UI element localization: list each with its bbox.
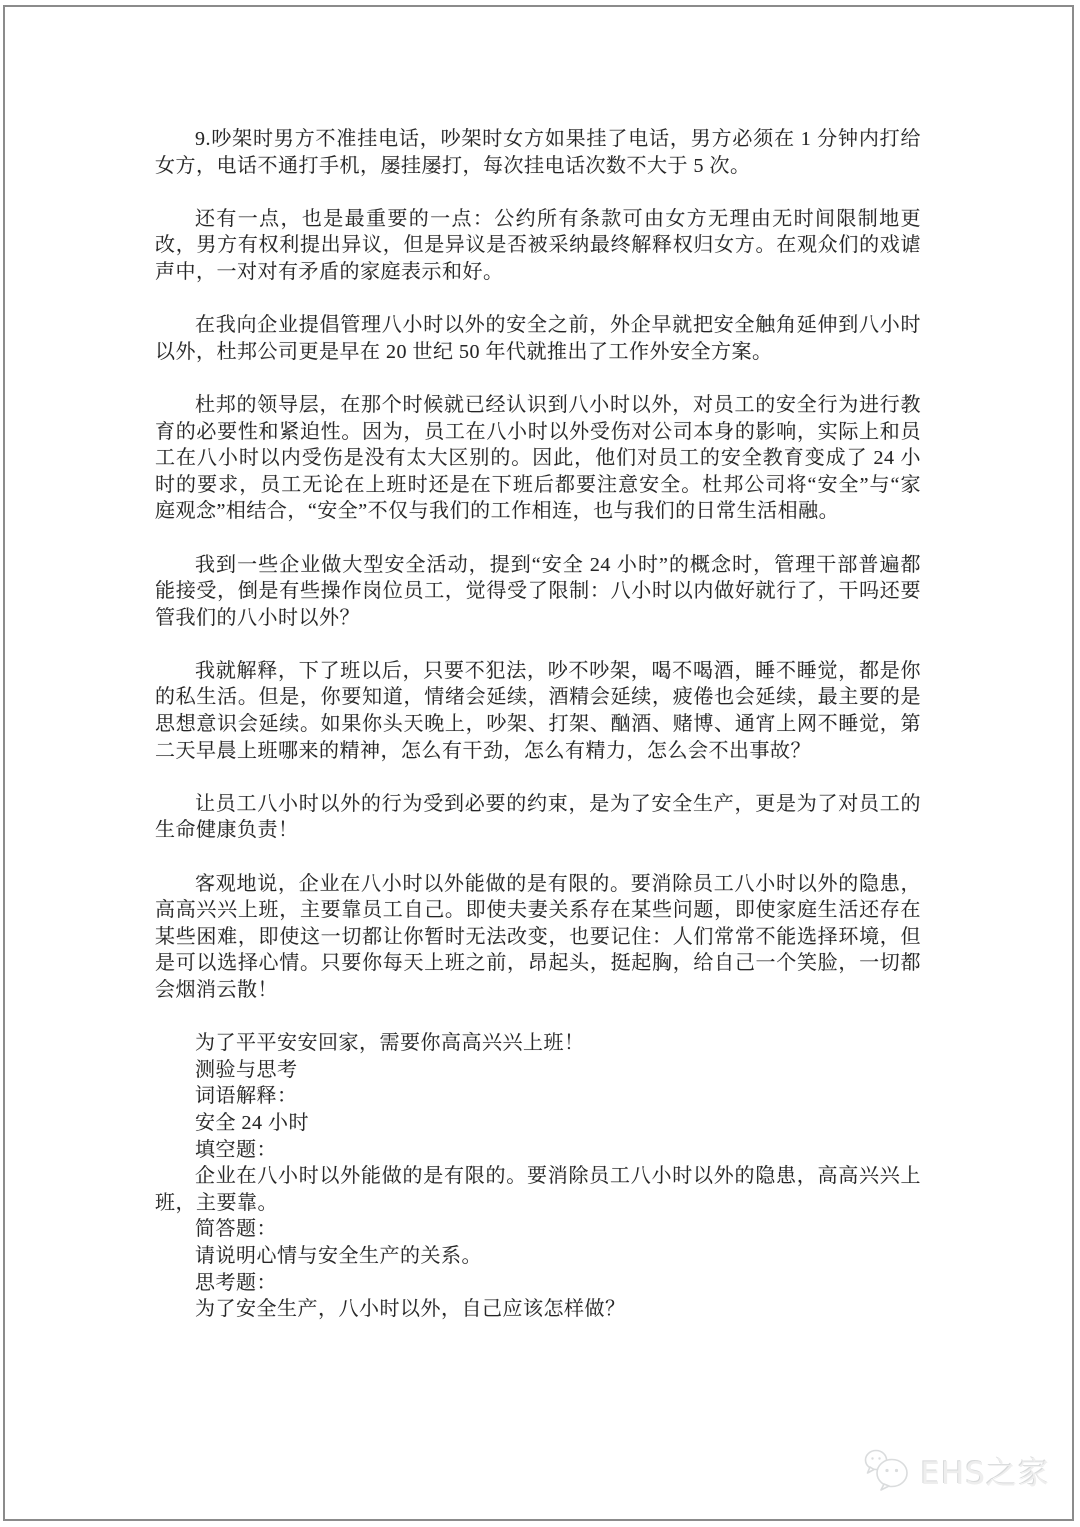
- watermark-label: EHS之家: [920, 1455, 1050, 1492]
- paragraph: 杜邦的领导层，在那个时候就已经认识到八小时以外，对员工的安全行为进行教育的必要性和紧迫性。因为，员工在八小时以外受伤对公司本身的影响，实际上和员工在八小时以内受伤是没有太大区别的。因此，他们对员工的安全教育变成了 24 小时的要求，员工无论在上班时还是在下班后都要注意安全。杜邦公司将“安全”与“家庭观念”相结合，“安全”不仅与我们的工作相连，也与我们的日常生活相融。: [155, 393, 921, 523]
- paragraph: 9.吵架时男方不准挂电话，吵架时女方如果挂了电话，男方必须在 1 分钟内打给女方，电话不通打手机，屡挂屡打，每次挂电话次数不大于 5 次。: [155, 128, 921, 177]
- question-label: 思考题：: [195, 1271, 277, 1294]
- question-label: 简答题：: [195, 1218, 277, 1241]
- text-line: 企业在八小时以外能做的是有限的。要消除员工八小时以外的隐患，高高兴兴上班，主要靠。: [155, 1165, 921, 1214]
- paragraph: 客观地说，企业在八小时以外能做的是有限的。要消除员工八小时以外的隐患，高高兴兴上班，主要靠员工自己。即使夫妻关系存在某些问题，即使家庭生活还存在某些困难，即使这一切都让你暂时无法改变，也要记住：人们常常不能选择环境，但是可以选择心情。只要你每天上班之前，昂起头，挺起胸，给自己一个笑脸，一切都会烟消云散！: [155, 872, 921, 1001]
- watermark: [863, 1447, 1050, 1493]
- paragraph: 让员工八小时以外的行为受到必要的约束，是为了安全生产，更是为了对员工的生命健康负责！: [155, 792, 921, 842]
- document-content: [155, 126, 921, 1323]
- text-line: 为了安全生产，八小时以外，自己应该怎样做？: [195, 1298, 626, 1321]
- question-label: 填空题：: [195, 1138, 277, 1161]
- text-line: 请说明心情与安全生产的关系。: [195, 1244, 482, 1267]
- wechat-logo-icon: [863, 1447, 913, 1493]
- paragraph: 我到一些企业做大型安全活动，提到“安全 24 小时”的概念时，管理干部普遍都能接受，倒是有些操作岗位员工，觉得受了限制：八小时以内做好就行了，干吗还要管我们的八小时以外？: [155, 553, 921, 629]
- text-line: 为了平平安安回家，需要你高高兴兴上班！: [195, 1032, 585, 1055]
- paragraph: 我就解释，下了班以后，只要不犯法，吵不吵架，喝不喝酒，睡不睡觉，都是你的私生活。但是，你要知道，情绪会延续，酒精会延续，疲倦也会延续，最主要的是思想意识会延续。如果你头天晚上，吵架、打架、酗酒、赌博、通宵上网不睡觉，第二天早晨上班哪来的精神，怎么有干劲，怎么有精力，怎么会不出事故？: [155, 659, 921, 762]
- paragraph: 在我向企业提倡管理八小时以外的安全之前，外企早就把安全触角延伸到八小时以外，杜邦公司更是早在 20 世纪 50 年代就推出了工作外安全方案。: [155, 314, 921, 363]
- paragraph: 还有一点，也是最重要的一点：公约所有条款可由女方无理由无时间限制地更改，男方有权利提出异议，但是异议是否被采纳最终解释权归女方。在观众们的戏谑声中，一对对有矛盾的家庭表示和好。: [155, 207, 921, 283]
- text-line: 安全 24 小时: [195, 1111, 309, 1134]
- section-heading: 测验与思考: [195, 1058, 298, 1081]
- question-label: 词语解释：: [195, 1085, 298, 1108]
